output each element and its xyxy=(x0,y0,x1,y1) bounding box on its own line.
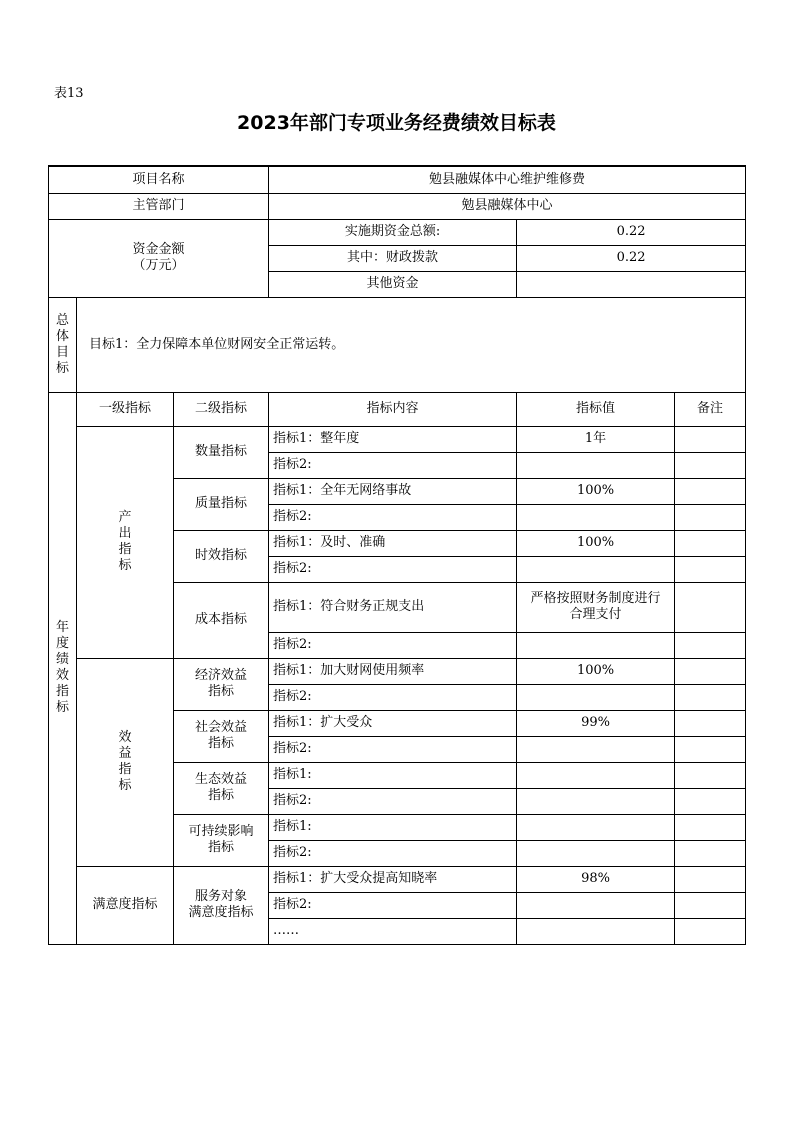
table-row: 指标2: xyxy=(269,736,517,762)
indicator-value xyxy=(517,918,675,944)
project-name-label: 项目名称 xyxy=(49,166,269,193)
note-cell xyxy=(675,866,746,892)
note-cell xyxy=(675,918,746,944)
table-row: 指标1：扩大受众 xyxy=(269,710,517,736)
dept-label: 主管部门 xyxy=(49,193,269,219)
note-cell xyxy=(675,504,746,530)
other-funds-value xyxy=(517,271,746,297)
indicator-value xyxy=(517,840,675,866)
performance-table xyxy=(48,165,746,945)
header-value: 指标值 xyxy=(517,392,675,426)
indicator-value xyxy=(517,788,675,814)
indicator-value: 100% xyxy=(517,658,675,684)
note-cell xyxy=(675,632,746,658)
table-row: 指标2: xyxy=(269,452,517,478)
indicator-value: 98% xyxy=(517,866,675,892)
indicator-value xyxy=(517,684,675,710)
table-row: 指标2: xyxy=(269,840,517,866)
total-funds-value: 0.22 xyxy=(517,219,746,245)
note-cell xyxy=(675,478,746,504)
note-cell xyxy=(675,710,746,736)
fiscal-funds-label: 其中：财政拨款 xyxy=(269,245,517,271)
output-indicators-label: 产 出 指 标 xyxy=(77,426,174,658)
header-level1: 一级指标 xyxy=(77,392,174,426)
indicator-value xyxy=(517,762,675,788)
note-cell xyxy=(675,736,746,762)
table-tag: 表13 xyxy=(54,86,84,101)
quantity-label: 数量指标 xyxy=(174,426,269,478)
note-cell xyxy=(675,556,746,582)
indicator-value xyxy=(517,736,675,762)
indicator-value xyxy=(517,556,675,582)
header-content: 指标内容 xyxy=(269,392,517,426)
table-row: 指标2: xyxy=(269,504,517,530)
quality-label: 质量指标 xyxy=(174,478,269,530)
timeliness-label: 时效指标 xyxy=(174,530,269,582)
other-funds-label: 其他资金 xyxy=(269,271,517,297)
funds-label-line1: 资金金额 xyxy=(132,242,185,257)
benefit-indicators-label: 效 益 指 标 xyxy=(77,658,174,866)
funds-label-line2: （万元） xyxy=(132,258,185,273)
indicator-value: 100% xyxy=(517,530,675,556)
table-row: 指标2: xyxy=(269,684,517,710)
table-row: 指标1：及时、准确 xyxy=(269,530,517,556)
satisfaction-label: 满意度指标 xyxy=(77,866,174,944)
fiscal-funds-value: 0.22 xyxy=(517,245,746,271)
note-cell xyxy=(675,426,746,452)
table-row: 指标1: xyxy=(269,814,517,840)
table-row: 指标2: xyxy=(269,892,517,918)
table-row: 指标1: xyxy=(269,762,517,788)
indicator-value: 严格按照财务制度进行 合理支付 xyxy=(517,582,675,632)
note-cell xyxy=(675,658,746,684)
header-note: 备注 xyxy=(675,392,746,426)
table-row: …… xyxy=(269,918,517,944)
note-cell xyxy=(675,452,746,478)
note-cell xyxy=(675,788,746,814)
note-cell xyxy=(675,840,746,866)
header-level2: 二级指标 xyxy=(174,392,269,426)
project-name-value: 勉县融媒体中心维护维修费 xyxy=(269,166,746,193)
dept-value: 勉县融媒体中心 xyxy=(269,193,746,219)
indicator-value xyxy=(517,632,675,658)
cost-label: 成本指标 xyxy=(174,582,269,658)
table-row: 指标2: xyxy=(269,632,517,658)
total-funds-label: 实施期资金总额: xyxy=(269,219,517,245)
indicator-value: 99% xyxy=(517,710,675,736)
service-satisfaction-label: 服务对象 满意度指标 xyxy=(174,866,269,944)
social-label: 社会效益 指标 xyxy=(174,710,269,762)
note-cell xyxy=(675,684,746,710)
indicator-value xyxy=(517,504,675,530)
indicator-value xyxy=(517,892,675,918)
note-cell xyxy=(675,814,746,840)
table-row: 指标2: xyxy=(269,556,517,582)
table-row: 指标1：加大财网使用频率 xyxy=(269,658,517,684)
table-row: 指标2: xyxy=(269,788,517,814)
indicator-value: 100% xyxy=(517,478,675,504)
indicator-value xyxy=(517,814,675,840)
indicator-value: 1年 xyxy=(517,426,675,452)
table-row: 指标1：符合财务正规支出 xyxy=(269,582,517,632)
funds-label xyxy=(49,219,269,297)
annual-indicators-label: 年 度 绩 效 指 标 xyxy=(49,392,77,944)
table-row: 指标1：整年度 xyxy=(269,426,517,452)
note-cell xyxy=(675,582,746,632)
note-cell xyxy=(675,530,746,556)
table-row: 指标1：全年无网络事故 xyxy=(269,478,517,504)
table-row: 指标1：扩大受众提高知晓率 xyxy=(269,866,517,892)
economic-label: 经济效益 指标 xyxy=(174,658,269,710)
note-cell xyxy=(675,762,746,788)
note-cell xyxy=(675,892,746,918)
page-title: 2023年部门专项业务经费绩效目标表 xyxy=(237,112,556,134)
indicator-value xyxy=(517,452,675,478)
sustainable-label: 可持续影响 指标 xyxy=(174,814,269,866)
overall-goal-text: 目标1：全力保障本单位财网安全正常运转。 xyxy=(77,297,746,392)
ecological-label: 生态效益 指标 xyxy=(174,762,269,814)
overall-goal-label: 总 体 目 标 xyxy=(49,297,77,392)
